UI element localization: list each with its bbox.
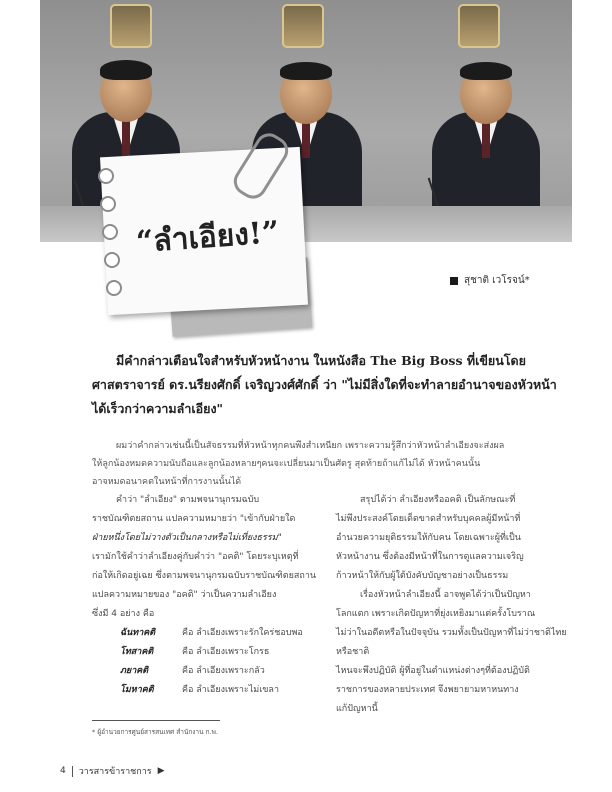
body-line: โลกแตก เพราะเกิดปัญหาที่ยุ่งเหยิงมาแต่ครั้งโบราณ <box>336 609 536 619</box>
body-line: เรื่องหัวหน้าลำเอียงนี้ อาจพูดได้ว่าเป็นปัญหา <box>360 590 531 600</box>
term-name: โทสาคติ <box>120 647 154 657</box>
term-meaning: คือ ลำเอียงเพราะไม่เขลา <box>182 685 279 695</box>
binder-ring-icon <box>106 280 122 296</box>
author-name: สุชาติ เวโรจน์* <box>464 275 530 286</box>
body-line: แปลความหมายของ "อคติ" ว่าเป็นความลำเอียง <box>92 590 277 600</box>
body-line: ไหนจะพึงปฏิบัติ ผู้ที่อยู่ในตำแหน่งต่างๆที่ต้องปฏิบัติ <box>336 666 530 676</box>
body-line: ไม่ว่าในอดีตหรือในปัจจุบัน รวมทั้งเป็นปัญหาที่ไม่ว่าชาติไทยหรือชาติ <box>336 628 567 657</box>
binder-ring-icon <box>100 196 116 212</box>
term-row <box>92 662 327 681</box>
body-line: สรุปได้ว่า ลำเอียงหรืออคติ เป็นลักษณะที่ <box>360 495 516 505</box>
footnote-divider <box>92 720 220 721</box>
body-line: ก้าวหน้าให้กับผู้ใต้บังคับบัญชาอย่างเป็นธรรม <box>336 571 509 581</box>
term-row <box>92 624 327 643</box>
intro-line: ให้ลูกน้องหมดความนับถือและลูกน้องหลายๆคนจะเปลี่ยนมาเป็นศัตรู สุดท้ายถ้าแก้ไม่ได้ หัวหน้าคนนั้น <box>92 459 481 469</box>
desk <box>396 206 572 242</box>
intro-line: อาจหมดอนาคตในหน้าที่การงานนั้นได้ <box>92 477 242 487</box>
body-line: แก้ปัญหานี้ <box>336 704 378 714</box>
emblem-icon <box>458 4 500 48</box>
term-name: โมหาคติ <box>120 685 154 695</box>
body-line: หัวหน้างาน ซึ่งต้องมีหน้าที่ในการดูแลความเจริญ <box>336 552 524 562</box>
page-number: 4 <box>60 766 66 776</box>
right-column <box>336 491 572 719</box>
term-meaning: คือ ลำเอียงเพราะกลัว <box>182 666 265 676</box>
body-line: ไม่พึงประสงค์โดยเด็ดขาดสำหรับบุคคลผู้มีหน้าที่ <box>336 514 521 524</box>
arrow-icon: ▶ <box>157 766 165 776</box>
intro-paragraph <box>92 437 572 491</box>
term-name: ฉันทาคติ <box>120 628 156 638</box>
emblem-icon <box>110 4 152 48</box>
body-line: ก่อให้เกิดอยู่เฉย ซึ่งตามพจนานุกรมฉบับราชบัณฑิตยสถาน <box>92 571 317 581</box>
body-line: คำว่า "ลำเอียง" ตามพจนานุกรมฉบับ <box>116 495 260 505</box>
term-meaning: คือ ลำเอียงเพราะรักใคร่ชอบพอ <box>182 628 303 638</box>
binder-ring-icon <box>102 224 118 240</box>
term-row <box>92 643 327 662</box>
emblem-icon <box>282 4 324 48</box>
body-line: ฝ่ายหนึ่งโดยไม่วางตัวเป็นกลางหรือไม่เที่ยงธรรม" <box>92 533 282 543</box>
body-line: เรามักใช้คำว่าลำเอียงคู่กับคำว่า "อคติ" โดยระบุเหตุที่ <box>92 552 299 562</box>
term-name: ภยาคติ <box>120 666 149 676</box>
left-column <box>92 491 327 700</box>
page-footer <box>60 764 165 778</box>
binder-ring-icon <box>98 168 114 184</box>
lead-line: ได้เร็วกว่าความลำเอียง" <box>92 401 224 416</box>
footnote: * ผู้อำนวยการศูนย์สารสนเทศ สำนักงาน ก.พ. <box>92 728 218 736</box>
author-byline <box>450 273 530 288</box>
term-meaning: คือ ลำเอียงเพราะโกรธ <box>182 647 270 657</box>
article-headline: “ลำเอียง!” <box>134 215 281 260</box>
lead-paragraph <box>92 349 572 421</box>
body-line: ซึ่งมี 4 อย่าง คือ <box>92 609 155 619</box>
body-line: ราชบัณฑิตยสถาน แปลความหมายว่า "เข้ากับฝ่ายใด <box>92 514 296 524</box>
term-row <box>92 681 327 700</box>
bullet-square-icon <box>450 277 458 285</box>
binder-ring-icon <box>104 252 120 268</box>
body-line: ราชการของหลายประเทศ จึงพยายามหาหนทาง <box>336 685 519 695</box>
footer-divider <box>72 766 73 777</box>
body-line: อำนวยความยุติธรรมให้กับคน โดยเฉพาะผู้ที่เป็น <box>336 533 521 543</box>
lead-line: ศาสตราจารย์ ดร.นรียงศักดิ์ เจริญวงศ์ศักดิ์ ว่า "ไม่มีสิ่งใดที่จะทำลายอำนาจของหัวหน้า <box>92 377 557 392</box>
photo-panel <box>396 0 572 242</box>
intro-line: ผมว่าคำกล่าวเช่นนี้เป็นสัจธรรมที่หัวหน้าทุกคนพึงสำเหนียก เพราะความรู้สึกว่าหัวหน้าลำเอียงจะส่งผล <box>116 441 505 451</box>
lead-line: มีคำกล่าวเตือนใจสำหรับหัวหน้างาน ในหนังสือ The Big Boss ที่เขียนโดย <box>116 353 526 368</box>
journal-name: วารสารข้าราชการ <box>78 767 152 777</box>
